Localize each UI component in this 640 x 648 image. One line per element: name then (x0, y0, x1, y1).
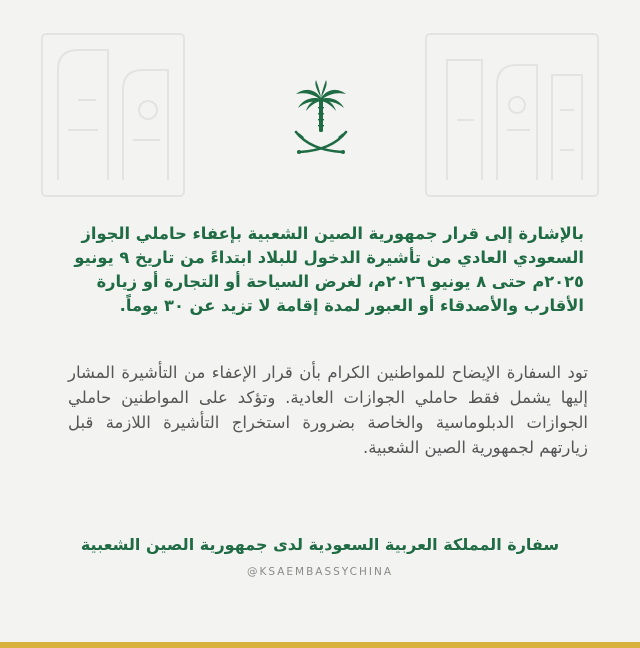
gold-bottom-bar (0, 642, 640, 648)
embassy-signature: سفارة المملكة العربية السعودية لدى جمهورية الصين الشعبية (80, 535, 560, 554)
saudi-emblem-palm-swords-icon (290, 80, 352, 158)
social-handle: @KSAEMBASSYCHINA (246, 566, 394, 578)
announcement-body-text: تود السفارة الإيضاح للمواطنين الكرام بأن قرار الإعفاء من التأشيرة المشار إليها يشمل فقط حاملي الجوازات العادية. وتؤكد على المواطنين حاملي الجوازات الدبلوماسية والخاصة بضرورة استخراج التأشيرة اللازمة قبل زيارتهم لجمهورية الصين الشعبية. (68, 363, 588, 457)
arabic-calligraphy-watermark-icon (38, 30, 188, 200)
arabic-calligraphy-watermark-icon (422, 30, 602, 200)
announcement-lead-text: بالإشارة إلى قرار جمهورية الصين الشعبية بإعفاء حاملي الجواز السعودي العادي من تأشيرة الدخول للبلاد ابتداءً من تاريخ ٩ يونيو ٢٠٢٥م حتى ٨ يونيو ٢٠٢٦م، لغرض السياحة أو التجارة أو زيارة الأقارب والأصدقاء أو العبور لمدة إقامة لا تزيد عن ٣٠ يوماً. (74, 224, 584, 315)
